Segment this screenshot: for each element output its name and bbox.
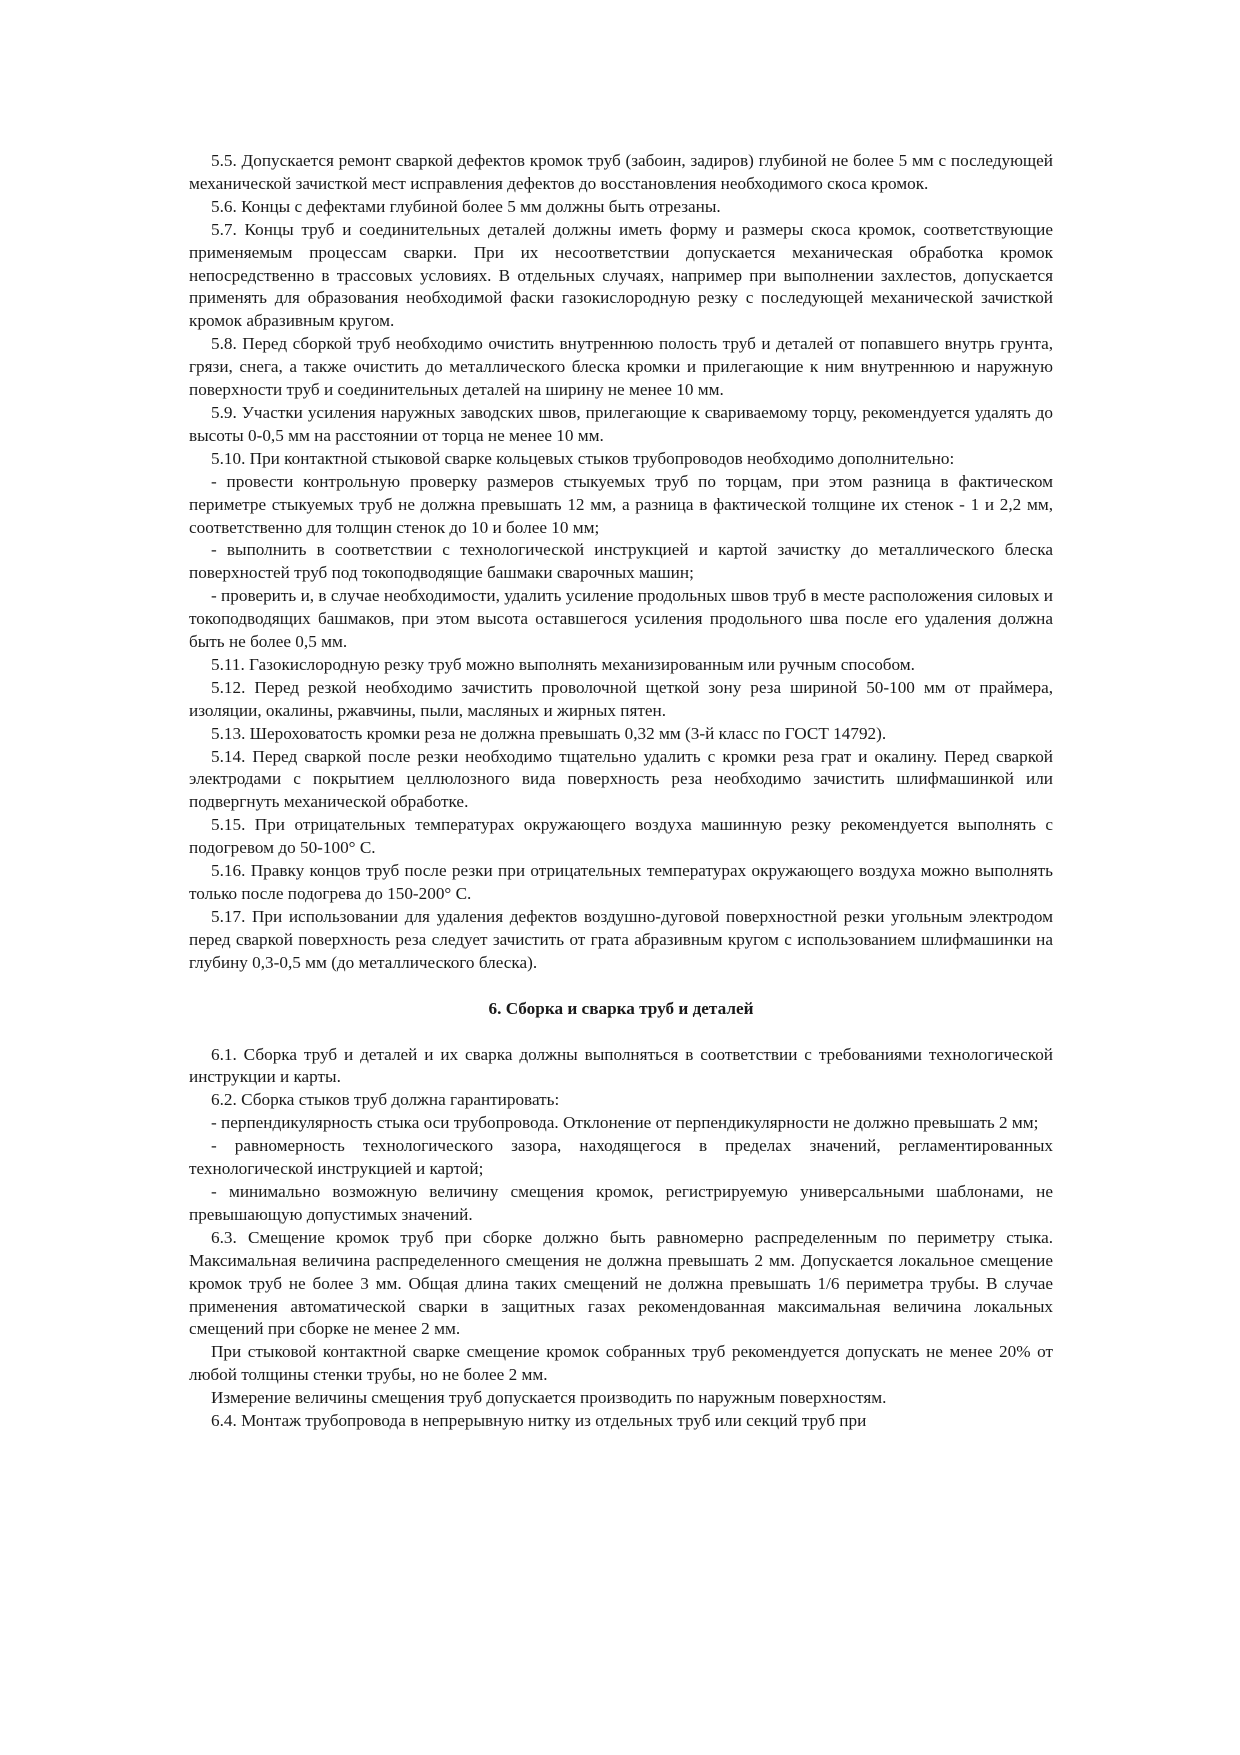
paragraph-5-12: 5.12. Перед резкой необходимо зачистить проволочной щеткой зону реза шириной 50-100 мм от праймера, изоляции, окалины, ржавчины, пыли, масляных и жирных пятен. <box>189 677 1053 720</box>
list-item-5-10-b: - выполнить в соответствии с технологической инструкцией и картой зачистку до металлического блеска поверхностей труб под токоподводящие башмаки сварочных машин; <box>189 540 1053 583</box>
paragraph-5-7: 5.7. Концы труб и соединительных деталей должны иметь форму и размеры скоса кромок, соответствующие применяемым процессам сварки. При их несоответствии допускается механическая обработка кромок непосредственно в трассовых условиях. В отдельных случаях, например при выполнении захлестов, допускается применять для образования необходимой фаски газокислородную резку с последующей механической зачисткой кромок абразивным кругом. <box>189 219 1053 331</box>
paragraph-5-10: 5.10. При контактной стыковой сварке кольцевых стыков трубопроводов необходимо дополнительно: <box>211 448 955 468</box>
paragraph-5-17: 5.17. При использовании для удаления дефектов воздушно-дуговой поверхностной резки угольным электродом перед сваркой поверхность реза следует зачистить от грата абразивным кругом с использованием шлифмашинки на глубину 0,3-0,5 мм (до металлического блеска). <box>189 906 1053 972</box>
list-item-5-10-c: - проверить и, в случае необходимости, удалить усиление продольных швов труб в месте расположения силовых и токоподводящих башмаков, при этом высота оставшегося усиления продольного шва после его удаления должна быть не более 0,5 мм. <box>189 586 1053 652</box>
paragraph-5-15: 5.15. При отрицательных температурах окружающего воздуха машинную резку рекомендуется выполнять с подогревом до 50-100° С. <box>189 815 1053 858</box>
paragraph-5-5: 5.5. Допускается ремонт сваркой дефектов кромок труб (забоин, задиров) глубиной не более 5 мм с последующей механической зачисткой мест исправления дефектов до восстановления необходимого скоса кромок. <box>189 151 1053 193</box>
paragraph-6-1: 6.1. Сборка труб и деталей и их сварка должны выполняться в соответствии с требованиями технологической инструкции и карты. <box>189 1044 1053 1087</box>
paragraph-6-2: 6.2. Сборка стыков труб должна гарантировать: <box>211 1090 560 1110</box>
list-item-6-2-c: - минимально возможную величину смещения кромок, регистрируемую универсальными шаблонами, не превышающую допустимых значений. <box>189 1181 1053 1224</box>
paragraph-5-11: 5.11. Газокислородную резку труб можно выполнять механизированным или ручным способом. <box>211 654 915 674</box>
paragraph-5-14: 5.14. Перед сваркой после резки необходимо тщательно удалить с кромки реза грат и окалину. Перед сваркой электродами с покрытием целлюлозного вида поверхность реза необходимо зачистить шлифмашинкой или подвергнуть механической обработке. <box>189 746 1053 812</box>
paragraph-5-9: 5.9. Участки усиления наружных заводских швов, прилегающие к свариваемому торцу, рекомендуется удалять до высоты 0-0,5 мм на расстоянии от торца не менее 10 мм. <box>189 402 1053 445</box>
document-page <box>189 150 1053 1433</box>
list-item-5-10-a: - провести контрольную проверку размеров стыкуемых труб по торцам, при этом разница в фактическом периметре стыкуемых труб не должна превышать 12 мм, а разница в фактической толщине их стенок - 1 и 2,2 мм, соответственно для толщин стенок до 10 и более 10 мм; <box>189 471 1053 537</box>
paragraph-6-3-measurement: Измерение величины смещения труб допускается производить по наружным поверхностям. <box>211 1388 887 1408</box>
paragraph-5-16: 5.16. Правку концов труб после резки при отрицательных температурах окружающего воздуха можно выполнять только после подогрева до 150-200° С. <box>189 861 1053 903</box>
paragraph-5-6: 5.6. Концы с дефектами глубиной более 5 мм должны быть отрезаны. <box>211 196 721 216</box>
list-item-6-2-a: - перпендикулярность стыка оси трубопровода. Отклонение от перпендикулярности не должно превышать 2 мм; <box>211 1113 1039 1133</box>
paragraph-5-13: 5.13. Шероховатость кромки реза не должна превышать 0,32 мм (3-й класс по ГОСТ 14792). <box>211 723 887 743</box>
paragraph-6-3: 6.3. Смещение кромок труб при сборке должно быть равномерно распределенным по периметру стыка. Максимальная величина распределенного смещения не должна превышать 2 мм. Допускается локальное смещение кромок труб не более 3 мм. Общая длина таких смещений не должна превышать 1/6 периметра трубы. В случае применения автоматической сварки в защитных газах рекомендованная максимальная величина локальных смещений при сборке не менее 2 мм. <box>189 1227 1053 1339</box>
list-item-6-2-b: - равномерность технологического зазора, находящегося в пределах значений, регламентированных технологической инструкцией и картой; <box>189 1136 1053 1179</box>
paragraph-5-8: 5.8. Перед сборкой труб необходимо очистить внутреннюю полость труб и деталей от попавшего внутрь грунта, грязи, снега, а также очистить до металлического блеска кромки и прилегающие к ним внутреннюю и наружную поверхности труб и соединительных деталей на ширину не менее 10 мм. <box>189 334 1053 400</box>
paragraph-6-4: 6.4. Монтаж трубопровода в непрерывную нитку из отдельных труб или секций труб при <box>211 1411 867 1431</box>
paragraph-6-3-contact-welding: При стыковой контактной сварке смещение кромок собранных труб рекомендуется допускать не менее 20% от любой толщины стенки трубы, но не более 2 мм. <box>189 1342 1053 1385</box>
section-heading: 6. Сборка и сварка труб и деталей <box>488 998 754 1018</box>
